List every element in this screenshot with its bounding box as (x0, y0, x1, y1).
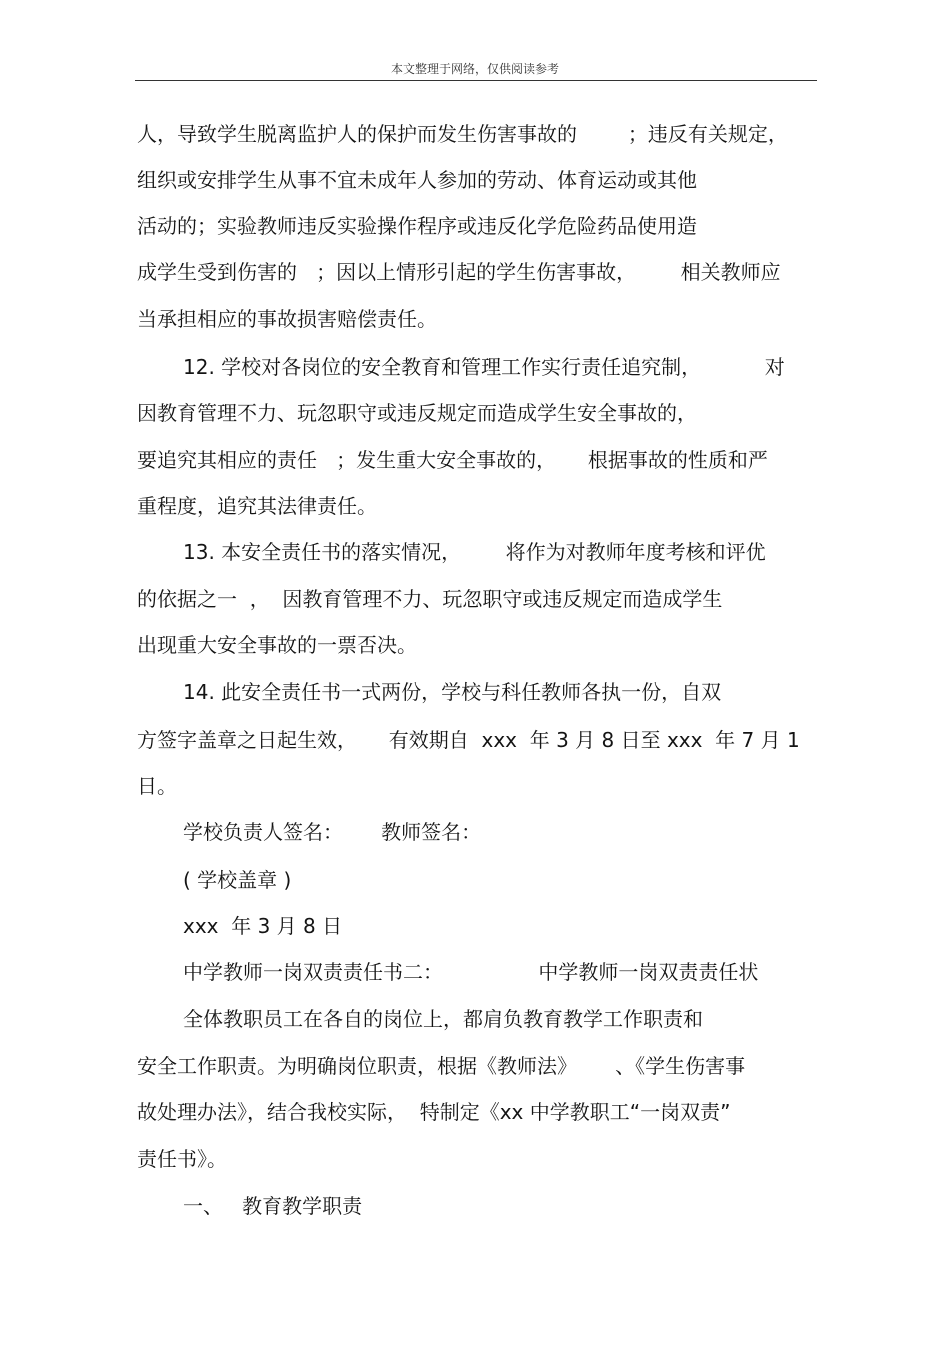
text-line: xxx 年 3 月 8 日 (183, 914, 343, 938)
text-line: 学校负责人签名： 教师签名： (183, 820, 482, 844)
text-line: 中学教师一岗双责责任书二： 中学教师一岗双责责任状 (183, 960, 759, 984)
text-line: 责任书》。 (137, 1147, 227, 1171)
text-line: 的依据之一 ， 因教育管理不力、玩忽职守或违反规定而造成学生 (137, 587, 723, 611)
text-line: 日。 (137, 774, 177, 798)
text-line: 要追究其相应的责任 ；发生重大安全事故的， 根据事故的性质和严 (137, 448, 768, 472)
text-line: 12. 学校对各岗位的安全教育和管理工作实行责任追究制， 对 (183, 355, 785, 379)
header-rule (135, 80, 817, 81)
text-line: 成学生受到伤害的 ；因以上情形引起的学生伤害事故， 相关教师应 (137, 260, 781, 284)
text-line: 当承担相应的事故损害赔偿责任。 (137, 307, 437, 331)
header-note: 本文整理于网络，仅供阅读参考 (390, 62, 559, 76)
text-line: 因教育管理不力、玩忽职守或违反规定而造成学生安全事故的， (137, 401, 697, 425)
text-line: 方签字盖章之日起生效， 有效期自 xxx 年 3 月 8 日至 xxx 年 7 月 1 (137, 728, 800, 752)
text-line: 出现重大安全事故的一票否决。 (137, 633, 417, 657)
text-line: ( 学校盖章 ) (183, 868, 292, 892)
text-line: 人，导致学生脱离监护人的保护而发生伤害事故的 ；违反有关规定， (137, 122, 788, 146)
section-heading: 一、 教育教学职责 (183, 1194, 363, 1218)
text-line: 组织或安排学生从事不宜未成年人参加的劳动、体育运动或其他 (137, 168, 697, 192)
text-line: 全体教职员工在各自的岗位上，都肩负教育教学工作职责和 (183, 1007, 703, 1031)
text-line: 重程度，追究其法律责任。 (137, 494, 377, 518)
text-line: 故处理办法》，结合我校实际， 特制定《xx 中学教职工“一岗双责” (137, 1100, 731, 1124)
text-line: 活动的；实验教师违反实验操作程序或违反化学危险药品使用造 (137, 214, 697, 238)
text-line: 安全工作职责。为明确岗位职责，根据《教师法》 、《学生伤害事 (137, 1054, 746, 1078)
text-line: 13. 本安全责任书的落实情况， 将作为对教师年度考核和评优 (183, 540, 766, 564)
text-line: 14. 此安全责任书一式两份，学校与科任教师各执一份，自双 (183, 680, 722, 704)
